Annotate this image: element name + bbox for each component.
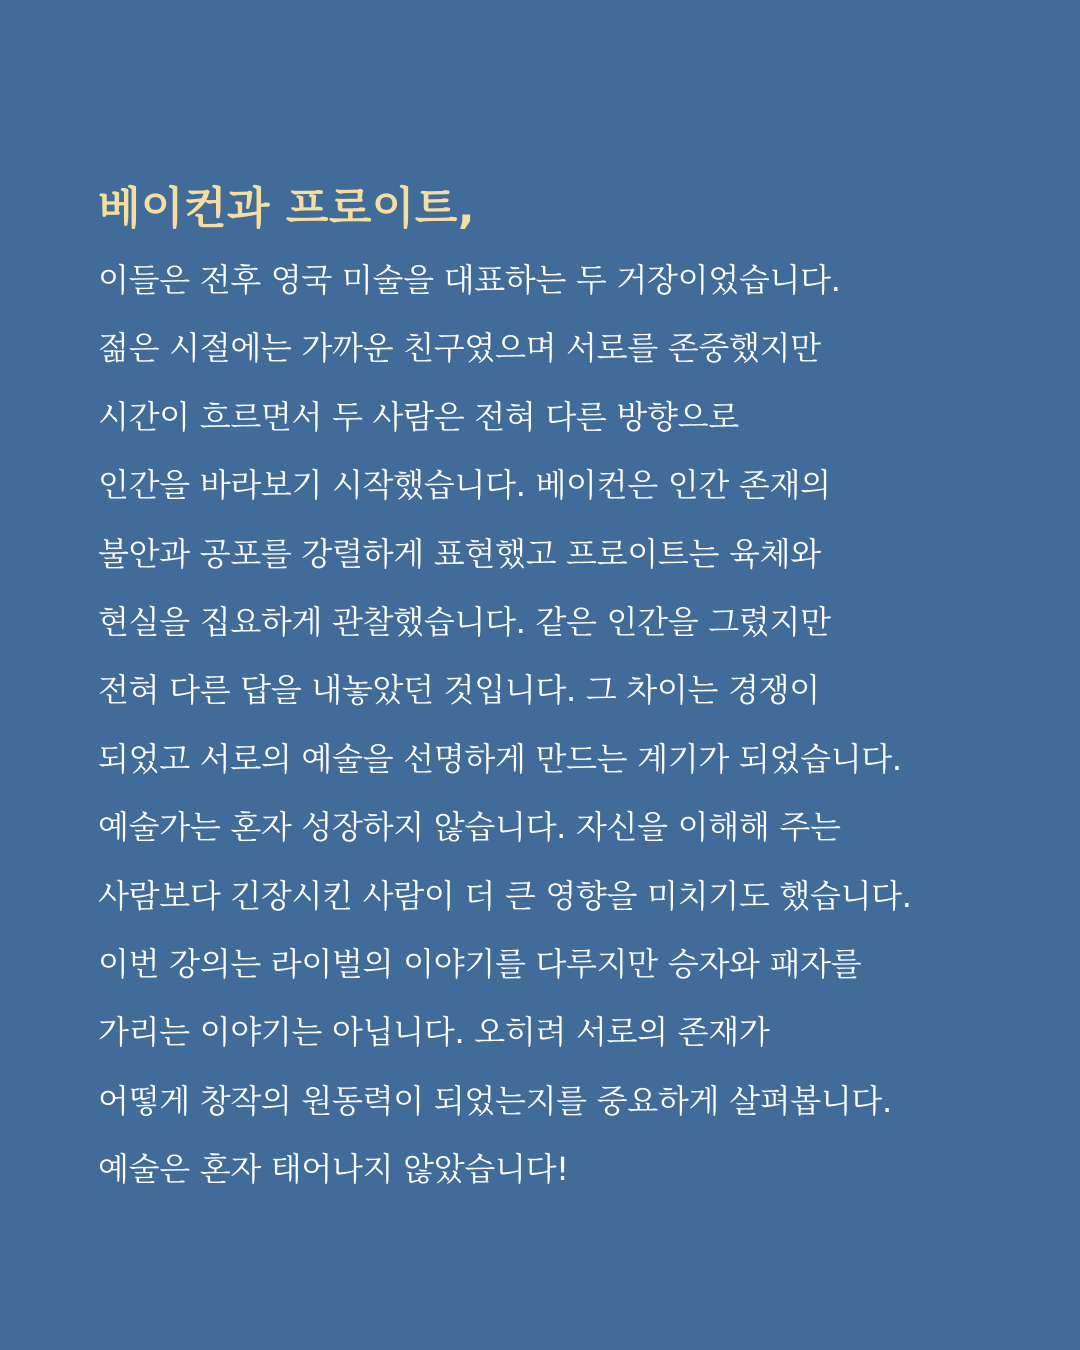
body-line: 사람보다 긴장시킨 사람이 더 큰 영향을 미치기도 했습니다. [98,876,912,915]
body-line: 젊은 시절에는 가까운 친구였으며 서로를 존중했지만 [98,329,821,368]
title: 베이컨과 프로이트, [98,183,476,234]
body-line: 예술은 혼자 태어나지 않았습니다! [98,1150,569,1189]
body-line: 어떻게 창작의 원동력이 되었는지를 중요하게 살펴봅니다. [98,1081,892,1120]
body-line: 이번 강의는 라이벌의 이야기를 다루지만 승자와 패자를 [98,944,862,983]
body-line: 이들은 전후 영국 미술을 대표하는 두 거장이었습니다. [98,261,841,299]
body-line: 전혀 다른 답을 내놓았던 것입니다. 그 차이는 경쟁이 [98,671,820,710]
body-line: 현실을 집요하게 관찰했습니다. 같은 인간을 그렸지만 [98,602,831,641]
body-line: 불안과 공포를 강렬하게 표현했고 프로이트는 육체와 [98,534,821,573]
body-line: 되었고 서로의 예술을 선명하게 만드는 계기가 되었습니다. [98,739,902,778]
body-line: 인간을 바라보기 시작했습니다. 베이컨은 인간 존재의 [98,466,831,505]
body-line: 예술가는 혼자 성장하지 않습니다. 자신을 이해해 주는 [98,808,841,847]
body-line: 시간이 흐르면서 두 사람은 전혀 다른 방향으로 [98,397,739,436]
body-text [98,246,1040,1203]
body-line: 가리는 이야기는 아닙니다. 오히려 서로의 존재가 [98,1013,770,1052]
